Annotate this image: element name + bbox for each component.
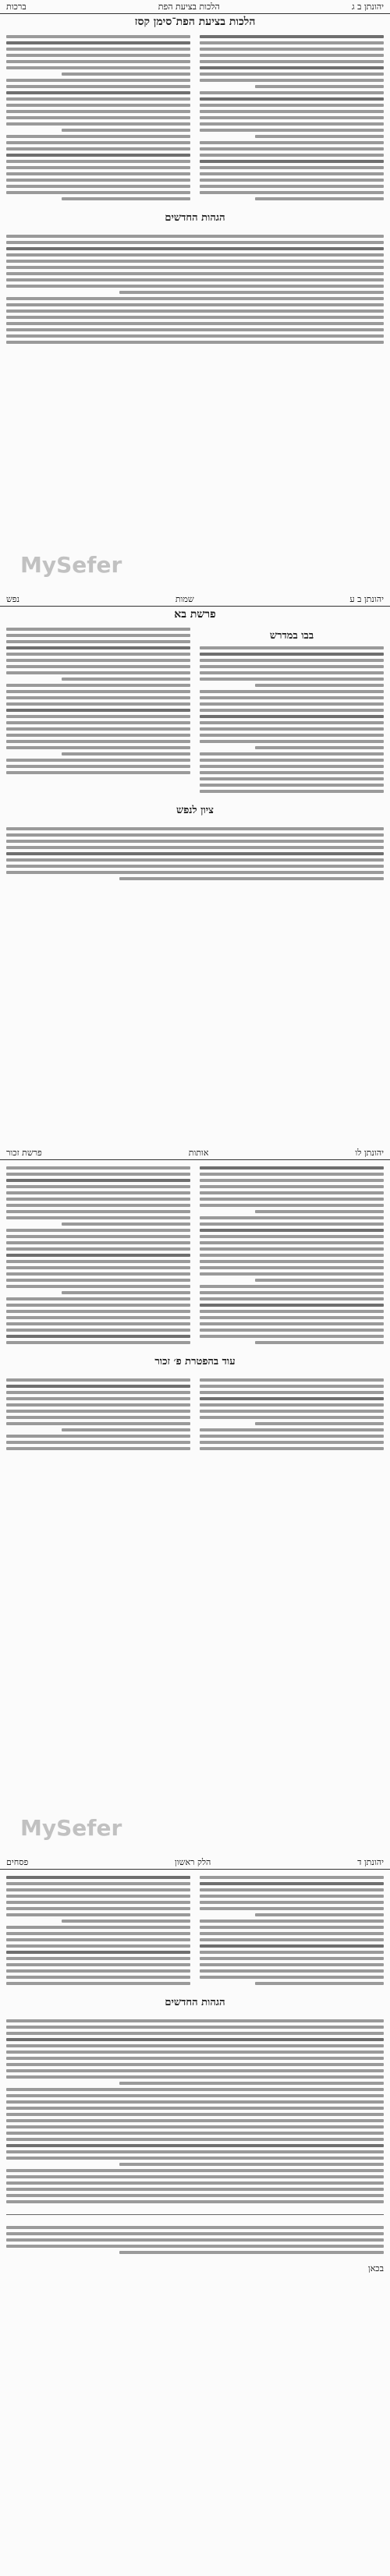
section-title: פרשת בא	[174, 608, 216, 621]
header-left: נפש	[6, 594, 20, 604]
header-center: הלכות בציעת הפת	[158, 2, 220, 12]
text-column-right	[200, 1163, 384, 1347]
text-column-left	[6, 625, 190, 796]
catchword: בכאן	[367, 2263, 384, 2273]
header-center: אותות	[188, 1148, 209, 1158]
header-center: שמות	[175, 594, 194, 604]
watermark-2: MySefer	[20, 1815, 122, 1841]
text-column-left	[6, 32, 190, 203]
notes-heading: הגהות החדשים	[165, 1997, 225, 2008]
two-column-body	[0, 1870, 390, 1991]
notes-block	[0, 821, 390, 886]
running-header	[0, 0, 390, 14]
header-right: יהונתן לו	[355, 1148, 384, 1158]
page-footer	[0, 2260, 390, 2277]
header-right: יהונתן ב ע	[349, 594, 384, 604]
footnotes	[0, 2220, 390, 2260]
section-heading: עוד בהפטרת פ׳ זכור	[154, 1356, 236, 1368]
notes-block	[0, 2013, 390, 2210]
text-columns	[0, 29, 390, 207]
text-column-right	[200, 1873, 384, 1988]
header-left: ברכות	[6, 2, 27, 12]
two-column-body	[0, 621, 390, 799]
text-column-left	[6, 1873, 190, 1988]
page-3	[0, 1146, 390, 1856]
header-left: פרשת זכור	[6, 1148, 42, 1158]
page-1	[0, 0, 390, 593]
two-column-body	[0, 1160, 390, 1350]
header-right: יהונתן ד	[357, 1857, 384, 1867]
notes-block	[0, 228, 390, 350]
running-header	[0, 593, 390, 607]
header-center: הלק ראשון	[175, 1857, 211, 1867]
text-column-right	[200, 32, 384, 203]
watermark-1: MySefer	[20, 552, 122, 578]
subheading: בבו במדרש	[269, 630, 314, 642]
running-header	[0, 1146, 390, 1160]
text-column-right	[200, 625, 384, 796]
divider	[6, 2214, 384, 2215]
header-right: יהונתן ב ג	[351, 2, 384, 12]
section-title: הלכות בציעת הפת־סימן קסז	[134, 16, 256, 28]
page-4	[0, 1856, 390, 2576]
section-heading: ציון לנפש	[176, 805, 214, 816]
two-column-notes	[0, 1372, 390, 1456]
text-column-left	[6, 1163, 190, 1347]
page-2	[0, 593, 390, 1146]
header-left: פסחים	[6, 1857, 29, 1867]
notes-heading: הגהות החדשים	[165, 212, 225, 224]
running-header	[0, 1856, 390, 1870]
